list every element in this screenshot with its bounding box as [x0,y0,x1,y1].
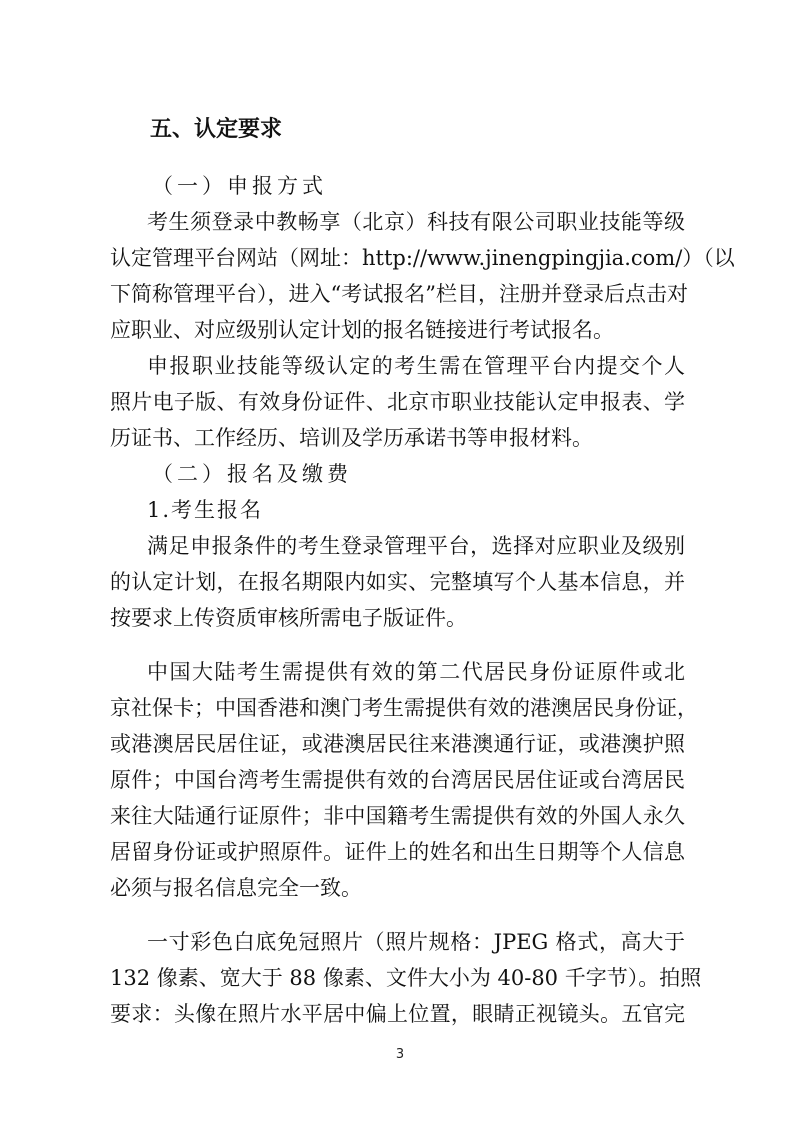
paragraph-line: 要求：头像在照片水平居中偏上位置，眼睛正视镜头。五官完 [110,1002,685,1026]
subsection-title-2: （二）报名及缴费 [152,462,352,486]
paragraph-line: 考生须登录中教畅享（北京）科技有限公司职业技能等级 [147,210,685,234]
paragraph-line: 的认定计划，在报名期限内如实、完整填写个人基本信息，并 [110,570,685,594]
paragraph-line: 或港澳居民居住证，或港澳居民往来港澳通行证，或港澳护照 [110,732,685,756]
paragraph-line: 居留身份证或护照原件。证件上的姓名和出生日期等个人信息 [110,840,685,864]
paragraph-line: 中国大陆考生需提供有效的第二代居民身份证原件或北 [147,660,685,684]
paragraph-line: 历证书、工作经历、培训及学历承诺书等申报材料。 [110,426,593,450]
paragraph-line: 必须与报名信息完全一致。 [110,876,362,900]
page-number: 3 [395,1047,405,1062]
paragraph-line: 132 像素、宽大于 88 像素、文件大小为 40-80 千字节）。拍照 [110,966,702,990]
paragraph-line: 照片电子版、有效身份证件、北京市职业技能认定申报表、学 [110,390,685,414]
paragraph-line: 满足申报条件的考生登录管理平台，选择对应职业及级别 [147,534,685,558]
paragraph-line: 原件；中国台湾考生需提供有效的台湾居民居住证或台湾居民 [110,768,685,792]
section-heading: 五、认定要求 [150,117,283,142]
paragraph-line: 按要求上传资质审核所需电子版证件。 [110,606,467,630]
paragraph-line: 来往大陆通行证原件；非中国籍考生需提供有效的外国人永久 [110,804,685,828]
paragraph-line: 认定管理平台网站（网址：http://www.jinengpingjia.com/）（以 [110,246,735,270]
item-title: 1.考生报名 [147,498,264,522]
paragraph-line: 下简称管理平台），进入“考试报名”栏目，注册并登录后点击对 [110,282,688,306]
subsection-title-1: （一）申报方式 [152,174,327,198]
paragraph-line: 申报职业技能等级认定的考生需在管理平台内提交个人 [147,354,685,378]
paragraph-line: 应职业、对应级别认定计划的报名链接进行考试报名。 [110,318,614,342]
paragraph-line: 京社保卡；中国香港和澳门考生需提供有效的港澳居民身份证， [110,696,698,720]
paragraph-line: 一寸彩色白底免冠照片（照片规格：JPEG 格式，高大于 [147,930,685,954]
